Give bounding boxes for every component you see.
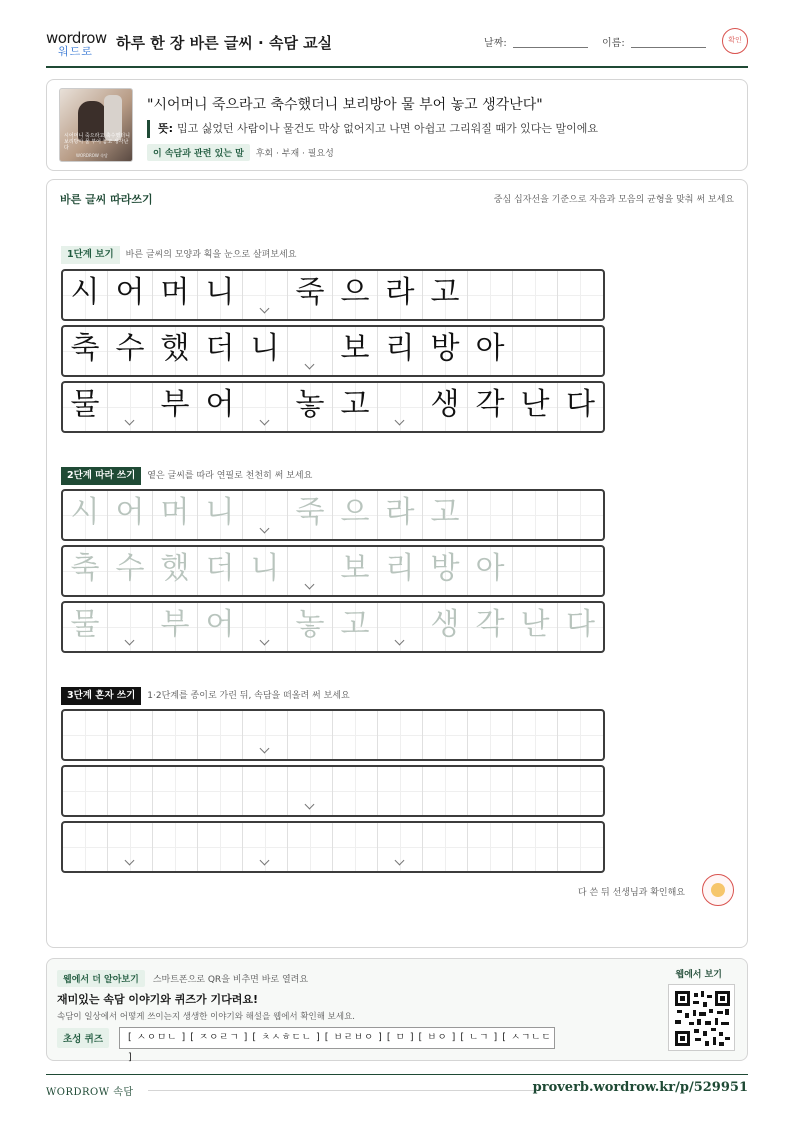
grid-cell[interactable] <box>468 711 513 759</box>
grid-cell[interactable] <box>288 327 333 375</box>
grid-cell[interactable] <box>513 711 558 759</box>
grid-cell[interactable]: 리 <box>378 327 423 375</box>
grid-cell[interactable]: 놓 <box>288 603 333 651</box>
practice-card <box>46 179 748 948</box>
grid-cell[interactable]: 방 <box>423 327 468 375</box>
grid-cell[interactable] <box>513 823 558 871</box>
grid-cell[interactable] <box>288 767 333 815</box>
check-text: 다 쓴 뒤 선생님과 확인해요 <box>577 888 685 898</box>
grid-cell[interactable] <box>108 383 153 431</box>
grid-cell[interactable]: 놓 <box>288 383 333 431</box>
grid-cell[interactable]: 보 <box>333 547 378 595</box>
qr-label: 웹에서 보기 <box>675 970 722 980</box>
practice-title: 바른 글씨 따라쓰기 <box>60 193 153 206</box>
confirm-seal-icon: 확인 <box>722 28 748 54</box>
proverb-meaning <box>147 120 598 138</box>
grid-cell[interactable] <box>558 547 603 595</box>
grid-cell[interactable]: 축 <box>63 547 108 595</box>
grid-cell[interactable] <box>333 711 378 759</box>
proverb-thumbnail <box>59 88 133 162</box>
grid-cell[interactable] <box>513 767 558 815</box>
grid-cell[interactable]: 어 <box>108 491 153 539</box>
writing-row[interactable] <box>61 269 605 321</box>
grid-cell[interactable]: 방 <box>423 547 468 595</box>
thumbnail-caption: 시어머니 죽으라고 축수했더니 보리방아 물 부어 놓고 생각난다 <box>64 133 130 151</box>
footer-url[interactable]: proverb.wordrow.kr/p/529951 <box>532 1080 748 1095</box>
web-badge-desc: 스마트폰으로 QR을 비추면 바로 열려요 <box>152 975 309 985</box>
grid-cell[interactable] <box>378 767 423 815</box>
grid-cell[interactable] <box>288 547 333 595</box>
step2-desc: 옅은 글씨를 따라 연필로 천천히 써 보세요 <box>147 471 313 481</box>
grid-cell[interactable] <box>378 711 423 759</box>
qr-code-icon[interactable] <box>668 984 735 1051</box>
grid-cell[interactable] <box>423 823 468 871</box>
grid-cell[interactable] <box>153 823 198 871</box>
grid-cell[interactable]: 리 <box>378 547 423 595</box>
writing-row[interactable] <box>61 325 605 377</box>
web-card <box>46 958 748 1061</box>
grid-cell[interactable]: 죽 <box>288 271 333 319</box>
grid-cell[interactable] <box>198 823 243 871</box>
writing-row[interactable] <box>61 489 605 541</box>
meaning-text: 밉고 싫었던 사람이나 물건도 막상 없어지고 나면 아쉽고 그리워질 때가 있다는 말이에요 <box>177 122 599 135</box>
grid-cell[interactable] <box>108 823 153 871</box>
grid-cell[interactable] <box>558 767 603 815</box>
grid-cell[interactable] <box>513 547 558 595</box>
grid-cell[interactable] <box>63 711 108 759</box>
grid-cell[interactable] <box>153 767 198 815</box>
logo-text: wordrow <box>46 29 107 47</box>
step3-badge: 3단계 혼자 쓰기 <box>61 687 141 705</box>
grid-cell[interactable]: 각 <box>468 603 513 651</box>
date-field[interactable] <box>513 47 588 48</box>
quiz-badge: 초성 퀴즈 <box>57 1028 109 1048</box>
grid-cell[interactable] <box>423 711 468 759</box>
related-row <box>147 144 334 161</box>
grid-cell[interactable] <box>243 383 288 431</box>
grid-cell[interactable] <box>63 767 108 815</box>
grid-cell[interactable]: 니 <box>198 491 243 539</box>
name-label: 이름: <box>602 38 625 49</box>
grid-cell[interactable]: 더 <box>198 547 243 595</box>
grid-cell[interactable] <box>513 491 558 539</box>
related-words: 후회 · 부재 · 필요성 <box>255 149 334 159</box>
thumbnail-brand: WORDROW 속담 <box>76 153 108 158</box>
grid-cell[interactable] <box>243 491 288 539</box>
web-headline: 재미있는 속담 이야기와 퀴즈가 기다려요! <box>57 993 258 1006</box>
grid-cell[interactable]: 라 <box>378 491 423 539</box>
name-field[interactable] <box>631 47 706 48</box>
grid-cell[interactable]: 수 <box>108 327 153 375</box>
grid-cell[interactable]: 다 <box>558 383 603 431</box>
grid-cell[interactable]: 으 <box>333 271 378 319</box>
grid-cell[interactable] <box>333 823 378 871</box>
grid-cell[interactable]: 물 <box>63 603 108 651</box>
grid-cell[interactable] <box>288 823 333 871</box>
grid-cell[interactable] <box>423 767 468 815</box>
quiz-box: [ ㅅㅇㅁㄴ ] [ ㅈㅇㄹㄱ ] [ ㅊㅅㅎㄷㄴ ] [ ㅂㄹㅂㅇ ] [ ㅁ ] [ ㅂㅇ ] [ ㄴㄱ ] [ ㅅㄱㄴㄷ ] <box>119 1027 555 1049</box>
grid-cell[interactable] <box>108 711 153 759</box>
proverb-card <box>46 79 748 171</box>
step3-header <box>61 687 350 705</box>
grid-cell[interactable] <box>468 767 513 815</box>
grid-cell[interactable]: 수 <box>108 547 153 595</box>
grid-cell[interactable] <box>243 823 288 871</box>
step2-badge: 2단계 따라 쓰기 <box>61 467 141 485</box>
practice-hint: 중심 십자선을 기준으로 자음과 모음의 균형을 맞춰 써 보세요 <box>493 195 734 205</box>
grid-cell[interactable]: 어 <box>198 603 243 651</box>
web-badge: 웹에서 더 알아보기 <box>57 970 145 987</box>
grid-cell[interactable] <box>513 327 558 375</box>
grid-cell[interactable] <box>378 603 423 651</box>
grid-cell[interactable]: 니 <box>243 547 288 595</box>
grid-cell[interactable] <box>243 603 288 651</box>
grid-cell[interactable]: 고 <box>333 383 378 431</box>
step3-desc: 1·2단계를 종이로 가린 뒤, 속담을 떠올려 써 보세요 <box>147 691 350 701</box>
grid-cell[interactable]: 했 <box>153 327 198 375</box>
grid-cell[interactable] <box>558 823 603 871</box>
grid-cell[interactable] <box>468 823 513 871</box>
grid-cell[interactable]: 각 <box>468 383 513 431</box>
writing-row[interactable] <box>61 765 605 817</box>
step2-header <box>61 467 312 485</box>
grid-cell[interactable]: 니 <box>198 271 243 319</box>
grid-cell[interactable] <box>63 823 108 871</box>
footer-divider <box>148 1090 538 1091</box>
web-badge-row <box>57 970 308 987</box>
grid-cell[interactable]: 난 <box>513 603 558 651</box>
page-header <box>46 26 748 68</box>
quiz-row <box>57 1027 555 1063</box>
grid-cell[interactable]: 고 <box>423 491 468 539</box>
writing-row[interactable] <box>61 381 605 433</box>
grid-cell[interactable]: 다 <box>558 603 603 651</box>
grid-cell[interactable] <box>288 711 333 759</box>
writing-row[interactable] <box>61 601 605 653</box>
grid-cell[interactable] <box>558 271 603 319</box>
grid-cell[interactable]: 축 <box>63 327 108 375</box>
grid-cell[interactable] <box>198 767 243 815</box>
related-badge: 이 속담과 관련 있는 말 <box>147 144 250 161</box>
writing-row[interactable] <box>61 709 605 761</box>
grid-cell[interactable] <box>198 711 243 759</box>
grid-cell[interactable] <box>558 491 603 539</box>
grid-cell[interactable]: 머 <box>153 271 198 319</box>
grid-cell[interactable] <box>513 271 558 319</box>
grid-cell[interactable]: 고 <box>333 603 378 651</box>
date-label: 날짜: <box>484 38 507 49</box>
grid-cell[interactable] <box>558 711 603 759</box>
grid-cell[interactable]: 고 <box>423 271 468 319</box>
step1-badge: 1단계 보기 <box>61 246 120 264</box>
grid-cell[interactable]: 어 <box>108 271 153 319</box>
grid-cell[interactable]: 니 <box>243 327 288 375</box>
page-footer <box>46 1074 748 1100</box>
footer-brand: WORDROW 속담 <box>46 1087 134 1098</box>
proverb-title: "시어머니 죽으라고 축수했더니 보리방아 물 부어 놓고 생각난다" <box>147 97 543 113</box>
teacher-stamp-icon <box>702 874 734 906</box>
grid-cell[interactable]: 아 <box>468 547 513 595</box>
grid-cell[interactable] <box>558 327 603 375</box>
grid-cell[interactable] <box>108 603 153 651</box>
grid-cell[interactable] <box>243 767 288 815</box>
grid-cell[interactable]: 죽 <box>288 491 333 539</box>
grid-cell[interactable]: 부 <box>153 603 198 651</box>
web-desc: 속담이 일상에서 어떻게 쓰이는지 생생한 이야기와 해설을 웹에서 확인해 보세요. <box>57 1012 355 1022</box>
grid-cell[interactable] <box>243 711 288 759</box>
grid-cell[interactable] <box>108 767 153 815</box>
grid-cell[interactable]: 라 <box>378 271 423 319</box>
grid-cell[interactable]: 더 <box>198 327 243 375</box>
grid-cell[interactable]: 머 <box>153 491 198 539</box>
grid-cell[interactable]: 생 <box>423 603 468 651</box>
grid-cell[interactable]: 생 <box>423 383 468 431</box>
grid-cell[interactable] <box>468 271 513 319</box>
meaning-label: 뜻: <box>158 122 174 135</box>
grid-cell[interactable]: 시 <box>63 491 108 539</box>
grid-cell[interactable] <box>153 711 198 759</box>
grid-cell[interactable]: 했 <box>153 547 198 595</box>
grid-cell[interactable]: 어 <box>198 383 243 431</box>
step1-header <box>61 246 296 264</box>
page-title: 하루 한 장 바른 글씨 · 속담 교실 <box>116 34 333 52</box>
grid-cell[interactable]: 난 <box>513 383 558 431</box>
grid-cell[interactable] <box>243 271 288 319</box>
grid-cell[interactable]: 아 <box>468 327 513 375</box>
wordrow-logo <box>46 30 108 58</box>
step1-desc: 바른 글씨의 모양과 획을 눈으로 살펴보세요 <box>125 250 297 260</box>
writing-row[interactable] <box>61 545 605 597</box>
grid-cell[interactable]: 물 <box>63 383 108 431</box>
grid-cell[interactable]: 보 <box>333 327 378 375</box>
grid-cell[interactable] <box>378 383 423 431</box>
writing-row[interactable] <box>61 821 605 873</box>
grid-cell[interactable]: 으 <box>333 491 378 539</box>
grid-cell[interactable]: 시 <box>63 271 108 319</box>
grid-cell[interactable]: 부 <box>153 383 198 431</box>
grid-cell[interactable] <box>378 823 423 871</box>
grid-cell[interactable] <box>333 767 378 815</box>
logo-sub-text: 워드로 <box>58 45 93 58</box>
grid-cell[interactable] <box>468 491 513 539</box>
